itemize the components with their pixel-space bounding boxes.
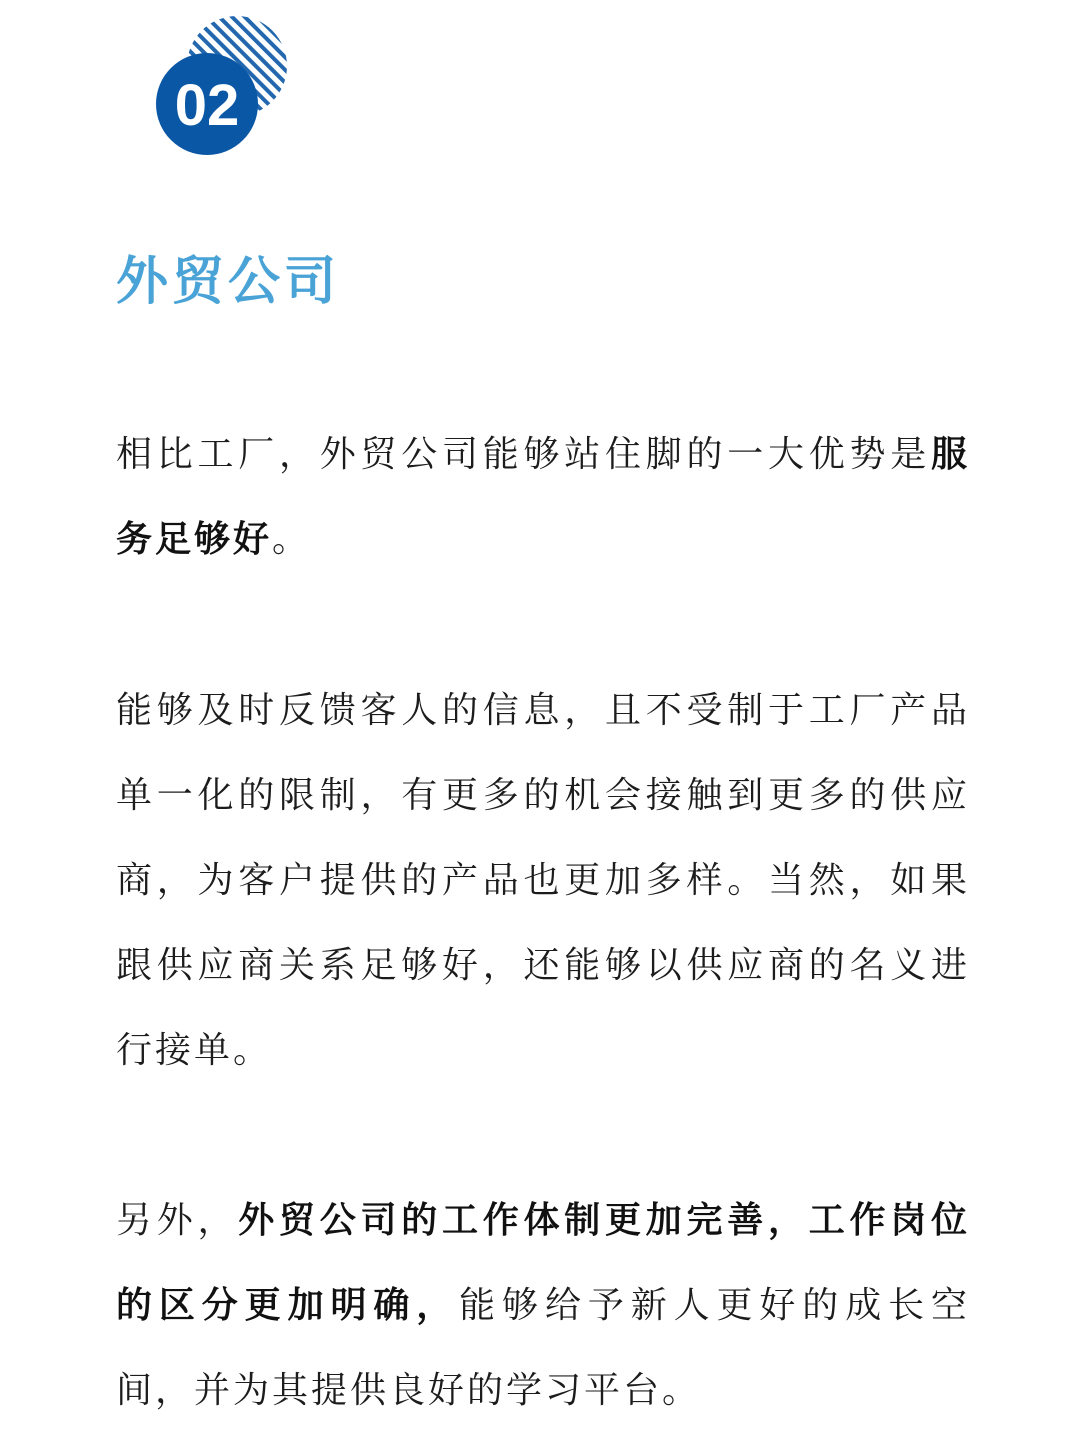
paragraph-1-end: 。: [272, 519, 312, 560]
paragraph-1-emphasis: 服务足够好: [116, 434, 970, 560]
paragraph-2-text: 能够及时反馈客人的信息，且不受制于工厂产品单一化的限制，有更多的机会接触到更多的供应商，为客户提供的产品也更加多样。当然，如果跟供应商关系足够好，还能够以供应商的名义进行接单。: [116, 690, 970, 1071]
paragraph-1-text: 相比工厂，外贸公司能够站住脚的一大优势是: [116, 434, 931, 475]
paragraph-2: [116, 668, 970, 1093]
paragraph-3-text: 能够给予新人更好的成长空间，并为其提供良好的学习平台。: [116, 1285, 970, 1411]
badge-number: 02: [174, 73, 240, 138]
section-title: 外贸公司: [116, 252, 341, 312]
striped-circle-icon: [150, 14, 300, 164]
paragraph-3: [116, 1178, 970, 1433]
paragraph-3-start: 另外，: [116, 1200, 239, 1241]
paragraph-1: [116, 412, 970, 582]
paragraph-3-emphasis: 外贸公司的工作体制更加完善，工作岗位的区分更加明确，: [116, 1200, 970, 1326]
section-number-badge: [150, 14, 300, 164]
